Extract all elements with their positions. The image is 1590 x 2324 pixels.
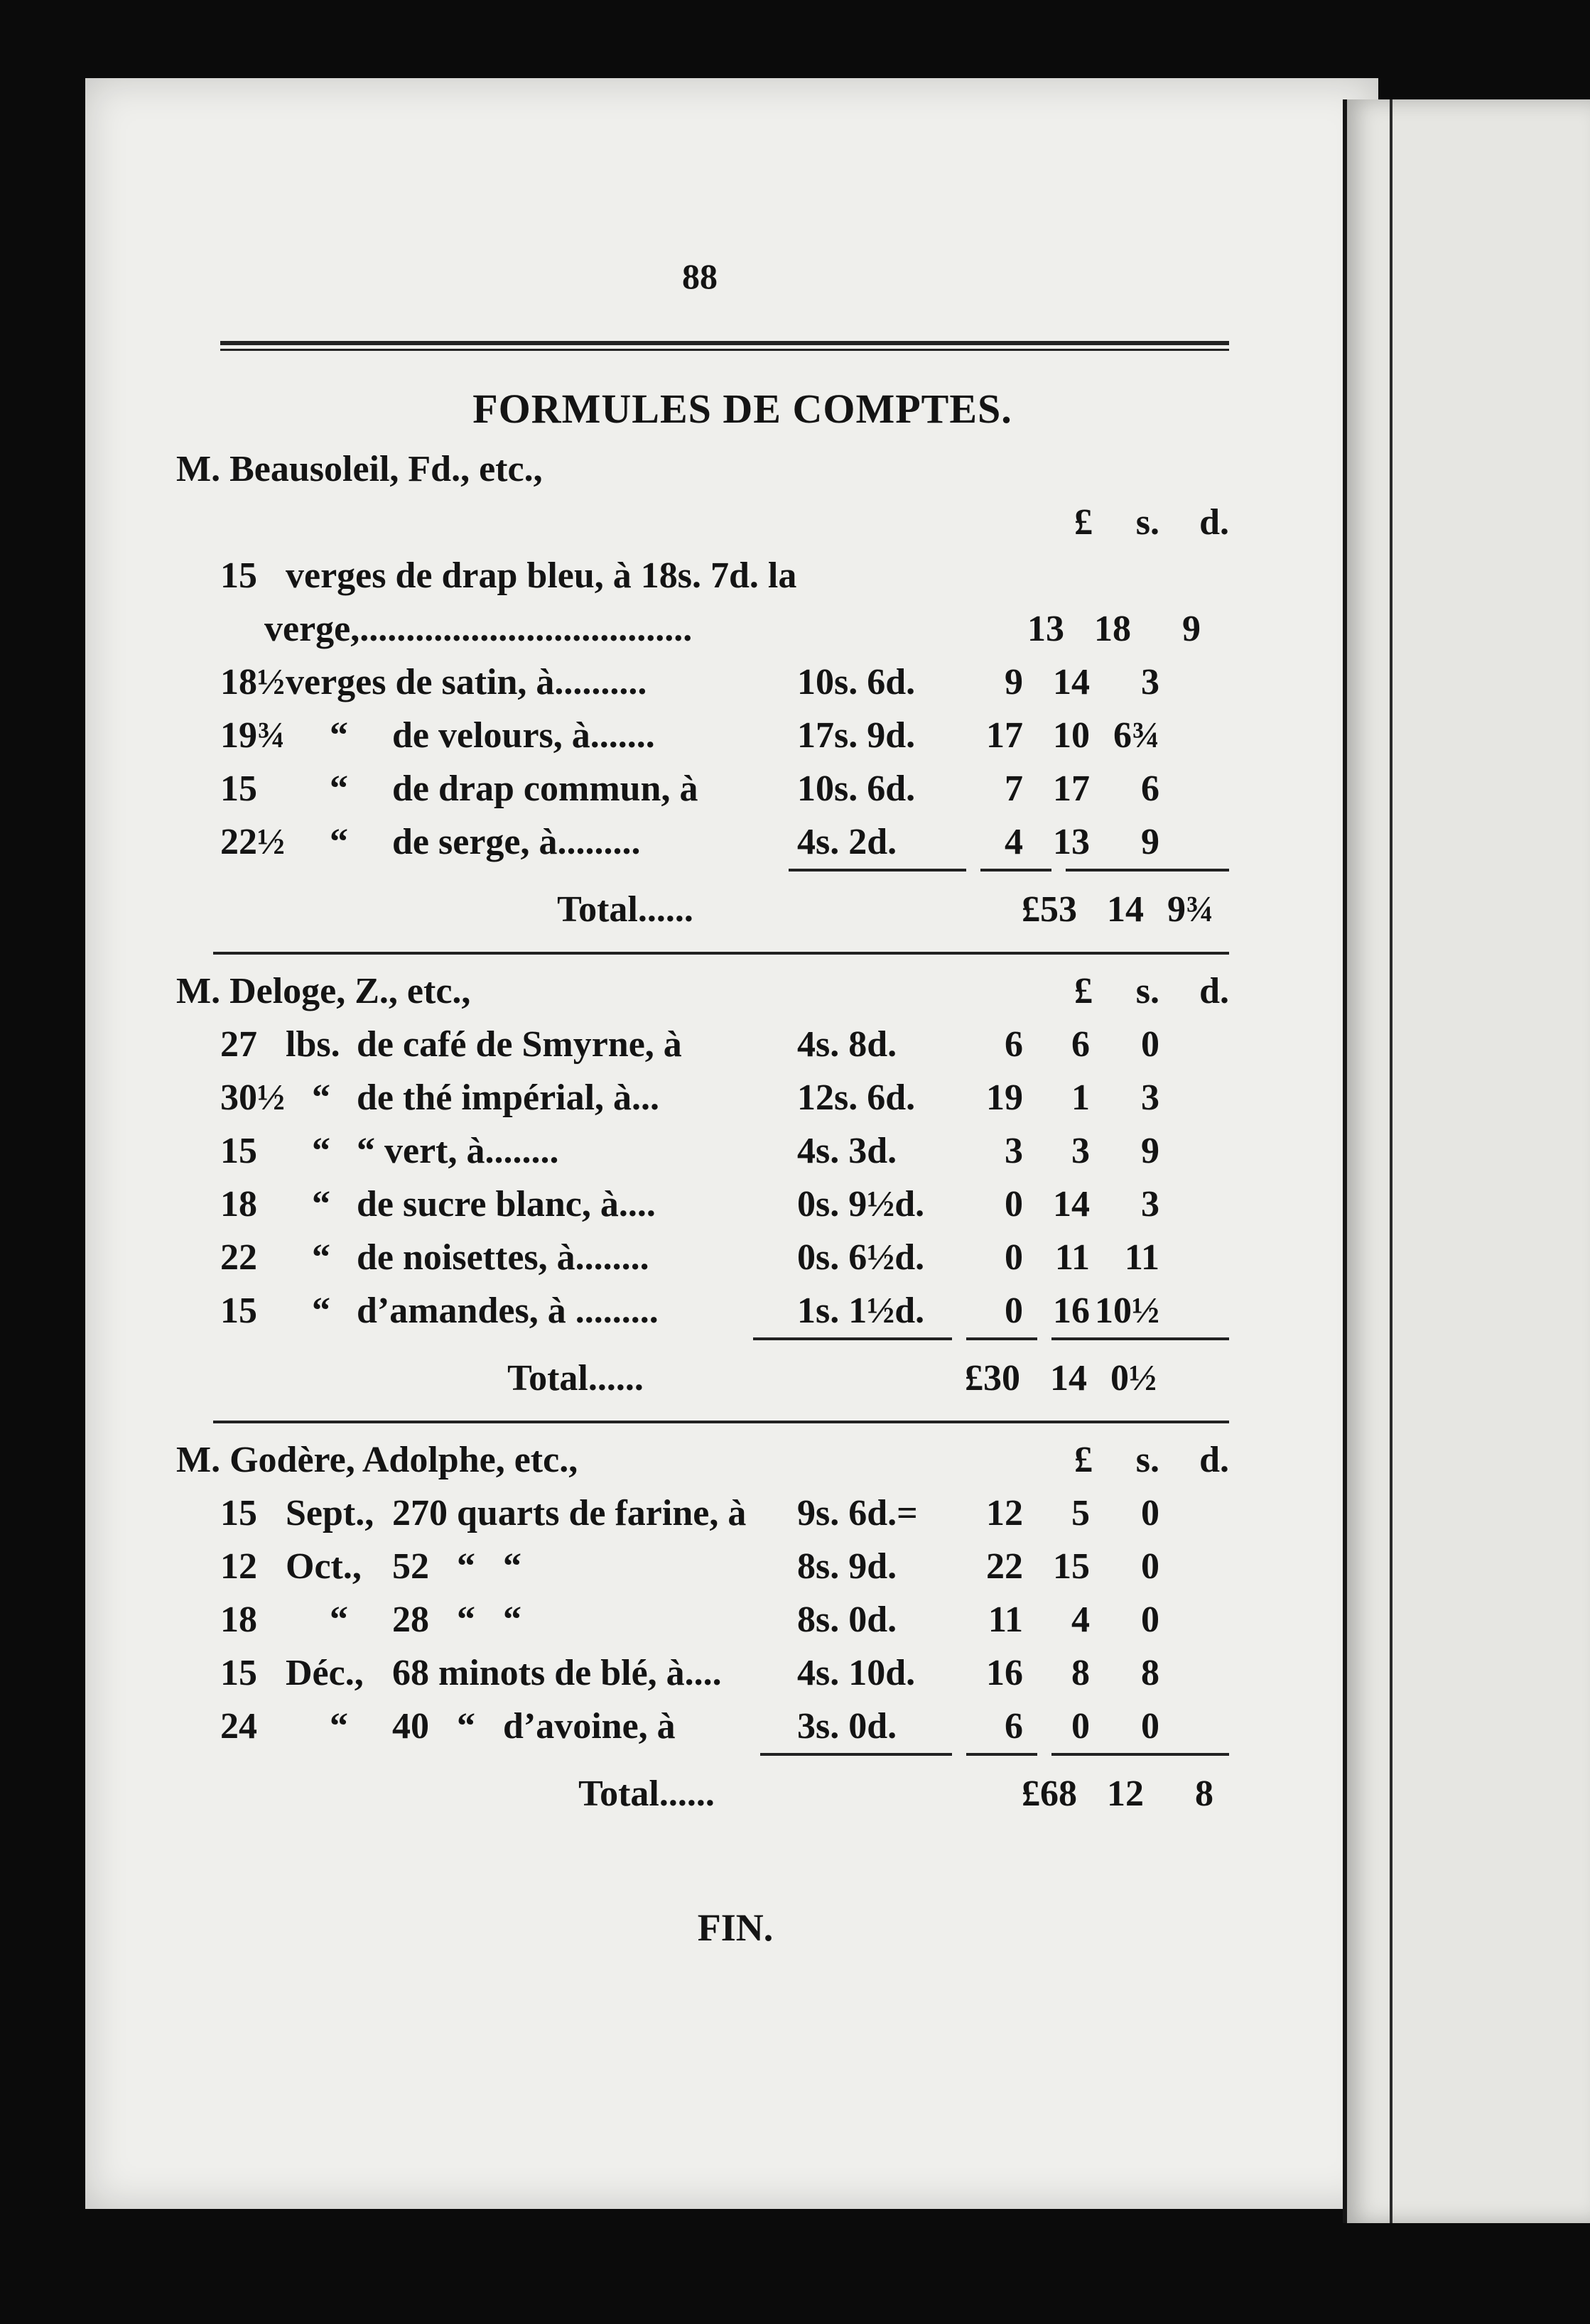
pounds: 19	[986, 1077, 1023, 1118]
description: de drap commun, à	[392, 769, 698, 809]
description: 270 quarts de farine, à	[392, 1493, 747, 1533]
unit-price: 17s. 9d.	[797, 715, 916, 756]
date-day: 18	[220, 1600, 257, 1640]
unit-price: 0s. 6½d.	[797, 1237, 925, 1278]
description: de velours, à.......	[392, 715, 655, 756]
sum-rule	[220, 1753, 1229, 1767]
total-row	[220, 1352, 1229, 1405]
shillings: 18	[1094, 609, 1131, 649]
page-content	[176, 256, 1229, 1950]
date-day: 12	[220, 1546, 257, 1587]
unit-price: 0s. 9½d.	[797, 1184, 925, 1225]
total-pounds: £53	[1022, 889, 1077, 930]
pounds: 0	[1005, 1237, 1023, 1278]
shillings: 13	[1053, 822, 1090, 862]
description: de café de Smyrne, à	[357, 1024, 682, 1065]
description: de serge, à.........	[392, 822, 641, 862]
account-beausoleil	[176, 442, 1229, 955]
line-item	[220, 1071, 1229, 1124]
ditto-mark: “	[312, 1237, 330, 1278]
account-godere	[176, 1433, 1229, 1820]
total-label: Total......	[578, 1774, 715, 1814]
pounds: 4	[1005, 822, 1023, 862]
pounds: 6	[1005, 1024, 1023, 1065]
date-month: Sept.,	[286, 1493, 374, 1533]
end-marker: FIN.	[697, 1906, 774, 1949]
unit-price: 1s. 1½d.	[797, 1291, 925, 1331]
pence: 0	[1141, 1493, 1159, 1533]
line-item	[220, 1178, 1229, 1231]
pounds: 12	[986, 1493, 1023, 1533]
shillings: 4	[1071, 1600, 1090, 1640]
quantity: 22	[220, 1237, 257, 1278]
description: verges de drap bleu, à 18s. 7d. la	[286, 555, 797, 596]
pence: 3	[1141, 662, 1159, 702]
pounds: 3	[1005, 1131, 1023, 1171]
ditto-mark: “	[312, 1131, 330, 1171]
shillings: 0	[1071, 1706, 1090, 1747]
quantity: 15	[220, 1131, 257, 1171]
shillings: 16	[1053, 1291, 1090, 1331]
pence-header: d.	[1199, 971, 1229, 1011]
line-item	[220, 656, 1229, 709]
quantity: 15	[220, 769, 257, 809]
total-label: Total......	[557, 889, 693, 930]
pence: 9	[1182, 609, 1201, 649]
date-day: 15	[220, 1493, 257, 1533]
pounds: 0	[1005, 1291, 1023, 1331]
pounds: 13	[1027, 609, 1064, 649]
shillings: 5	[1071, 1493, 1090, 1533]
unit: lbs.	[286, 1024, 340, 1065]
unit-price: 4s. 2d.	[797, 822, 897, 862]
ditto-mark: “	[330, 822, 348, 862]
pence: 9	[1141, 1131, 1159, 1171]
pence: 9	[1141, 822, 1159, 862]
line-item	[220, 1018, 1229, 1071]
pence: 6	[1141, 769, 1159, 809]
line-item	[220, 1700, 1229, 1753]
line-item	[220, 1284, 1229, 1337]
unit-price: 4s. 10d.	[797, 1653, 916, 1693]
description: verges de satin, à..........	[286, 662, 647, 702]
customer-name: M. Deloge, Z., etc.,	[176, 971, 471, 1011]
pounds: 6	[1005, 1706, 1023, 1747]
quantity: 15	[220, 555, 257, 596]
line-item	[220, 762, 1229, 815]
sum-rule	[220, 869, 1229, 883]
shillings: 1	[1071, 1077, 1090, 1118]
pence-header: d.	[1199, 502, 1229, 543]
total-pence: 8	[1195, 1774, 1213, 1814]
total-pounds: £30	[965, 1358, 1020, 1399]
unit-price: 4s. 8d.	[797, 1024, 897, 1065]
line-item	[220, 709, 1229, 762]
unit-price: 9s. 6d.=	[797, 1493, 918, 1533]
unit-price: 10s. 6d.	[797, 769, 916, 809]
ditto-mark: “	[330, 1706, 348, 1747]
description: de sucre blanc, à....	[357, 1184, 656, 1225]
unit-price: 8s. 9d.	[797, 1546, 897, 1587]
total-shillings: 14	[1050, 1358, 1087, 1399]
line-item	[220, 815, 1229, 869]
pence: 3	[1141, 1184, 1159, 1225]
pence: 0	[1141, 1706, 1159, 1747]
pounds: 11	[988, 1600, 1023, 1640]
date-month: Déc.,	[286, 1653, 364, 1693]
unit-price: 8s. 0d.	[797, 1600, 897, 1640]
total-row	[220, 1767, 1229, 1820]
pounds-header: £	[1074, 1440, 1093, 1480]
pounds: 16	[986, 1653, 1023, 1693]
ditto-mark: “	[330, 715, 348, 756]
shillings: 11	[1054, 1237, 1090, 1278]
total-pence: 9¾	[1167, 889, 1213, 930]
pounds: 17	[986, 715, 1023, 756]
shillings-header: s.	[1135, 502, 1159, 543]
customer-name: M. Beausoleil, Fd., etc.,	[176, 449, 543, 489]
pence: 0	[1141, 1024, 1159, 1065]
shillings: 14	[1053, 1184, 1090, 1225]
account-header	[176, 1433, 1229, 1487]
ditto-mark: “	[312, 1184, 330, 1225]
header-rule	[220, 341, 1229, 351]
currency-header-row	[220, 496, 1229, 549]
total-shillings: 12	[1107, 1774, 1144, 1814]
pounds: 7	[1005, 769, 1023, 809]
date-day: 15	[220, 1653, 257, 1693]
quantity: 22½	[220, 822, 285, 862]
quantity: 18½	[220, 662, 285, 702]
pence: 3	[1141, 1077, 1159, 1118]
line-item	[220, 1593, 1229, 1646]
unit-price: 3s. 0d.	[797, 1706, 897, 1747]
section-divider	[213, 1421, 1229, 1423]
customer-name: M. Godère, Adolphe, etc.,	[176, 1440, 578, 1480]
description: verge,....................................	[264, 609, 693, 649]
pence: 6¾	[1113, 715, 1159, 756]
shillings: 8	[1071, 1653, 1090, 1693]
shillings: 17	[1053, 769, 1090, 809]
shillings: 10	[1053, 715, 1090, 756]
shillings-header: s.	[1135, 971, 1159, 1011]
account-deloge	[176, 965, 1229, 1423]
total-shillings: 14	[1107, 889, 1144, 930]
account-header	[176, 965, 1229, 1018]
pounds: 9	[1005, 662, 1023, 702]
unit-price: 4s. 3d.	[797, 1131, 897, 1171]
description: de noisettes, à........	[357, 1237, 649, 1278]
shillings-header: s.	[1135, 1440, 1159, 1480]
ditto-mark: “	[330, 769, 348, 809]
pence: 11	[1124, 1237, 1159, 1278]
description: 28 “ “	[392, 1600, 521, 1640]
pence: 0	[1141, 1546, 1159, 1587]
pence: 10½	[1095, 1291, 1159, 1331]
shillings: 3	[1071, 1131, 1090, 1171]
description: 68 minots de blé, à....	[392, 1653, 722, 1693]
account-header	[176, 442, 1229, 496]
total-row	[220, 883, 1229, 936]
pounds-header: £	[1074, 971, 1093, 1011]
ditto-mark: “	[312, 1291, 330, 1331]
pence: 0	[1141, 1600, 1159, 1640]
quantity: 19¾	[220, 715, 285, 756]
pence-header: d.	[1199, 1440, 1229, 1480]
ditto-mark: “	[330, 1600, 348, 1640]
date-day: 24	[220, 1706, 257, 1747]
quantity: 18	[220, 1184, 257, 1225]
sum-rule	[220, 1337, 1229, 1352]
line-item	[220, 1231, 1229, 1284]
page-title: FORMULES DE COMPTES.	[472, 386, 1012, 432]
quantity: 15	[220, 1291, 257, 1331]
description: 52 “ “	[392, 1546, 521, 1587]
pounds: 22	[986, 1546, 1023, 1587]
pounds-header: £	[1074, 502, 1093, 543]
total-pounds: £68	[1022, 1774, 1077, 1814]
line-item	[220, 602, 1229, 656]
page-number: 88	[682, 256, 718, 296]
line-item	[220, 1487, 1229, 1540]
line-item	[220, 1124, 1229, 1178]
quantity: 30½	[220, 1077, 285, 1118]
ditto-mark: “	[312, 1077, 330, 1118]
quantity: 27	[220, 1024, 257, 1065]
shillings: 6	[1071, 1024, 1090, 1065]
pence: 8	[1141, 1653, 1159, 1693]
description: 40 “ d’avoine, à	[392, 1706, 676, 1747]
total-label: Total......	[507, 1358, 644, 1399]
description: de thé impérial, à...	[357, 1077, 660, 1118]
line-item	[220, 1646, 1229, 1700]
line-item	[220, 549, 1229, 602]
pounds: 0	[1005, 1184, 1023, 1225]
date-month: Oct.,	[286, 1546, 362, 1587]
unit-price: 10s. 6d.	[797, 662, 916, 702]
description: “ vert, à........	[357, 1131, 559, 1171]
next-page-edge	[1343, 99, 1590, 2223]
line-item	[220, 1540, 1229, 1593]
shillings: 14	[1053, 662, 1090, 702]
total-pence: 0½	[1110, 1358, 1157, 1399]
description: d’amandes, à .........	[357, 1291, 659, 1331]
section-divider	[213, 952, 1229, 955]
shillings: 15	[1053, 1546, 1090, 1587]
unit-price: 12s. 6d.	[797, 1077, 916, 1118]
